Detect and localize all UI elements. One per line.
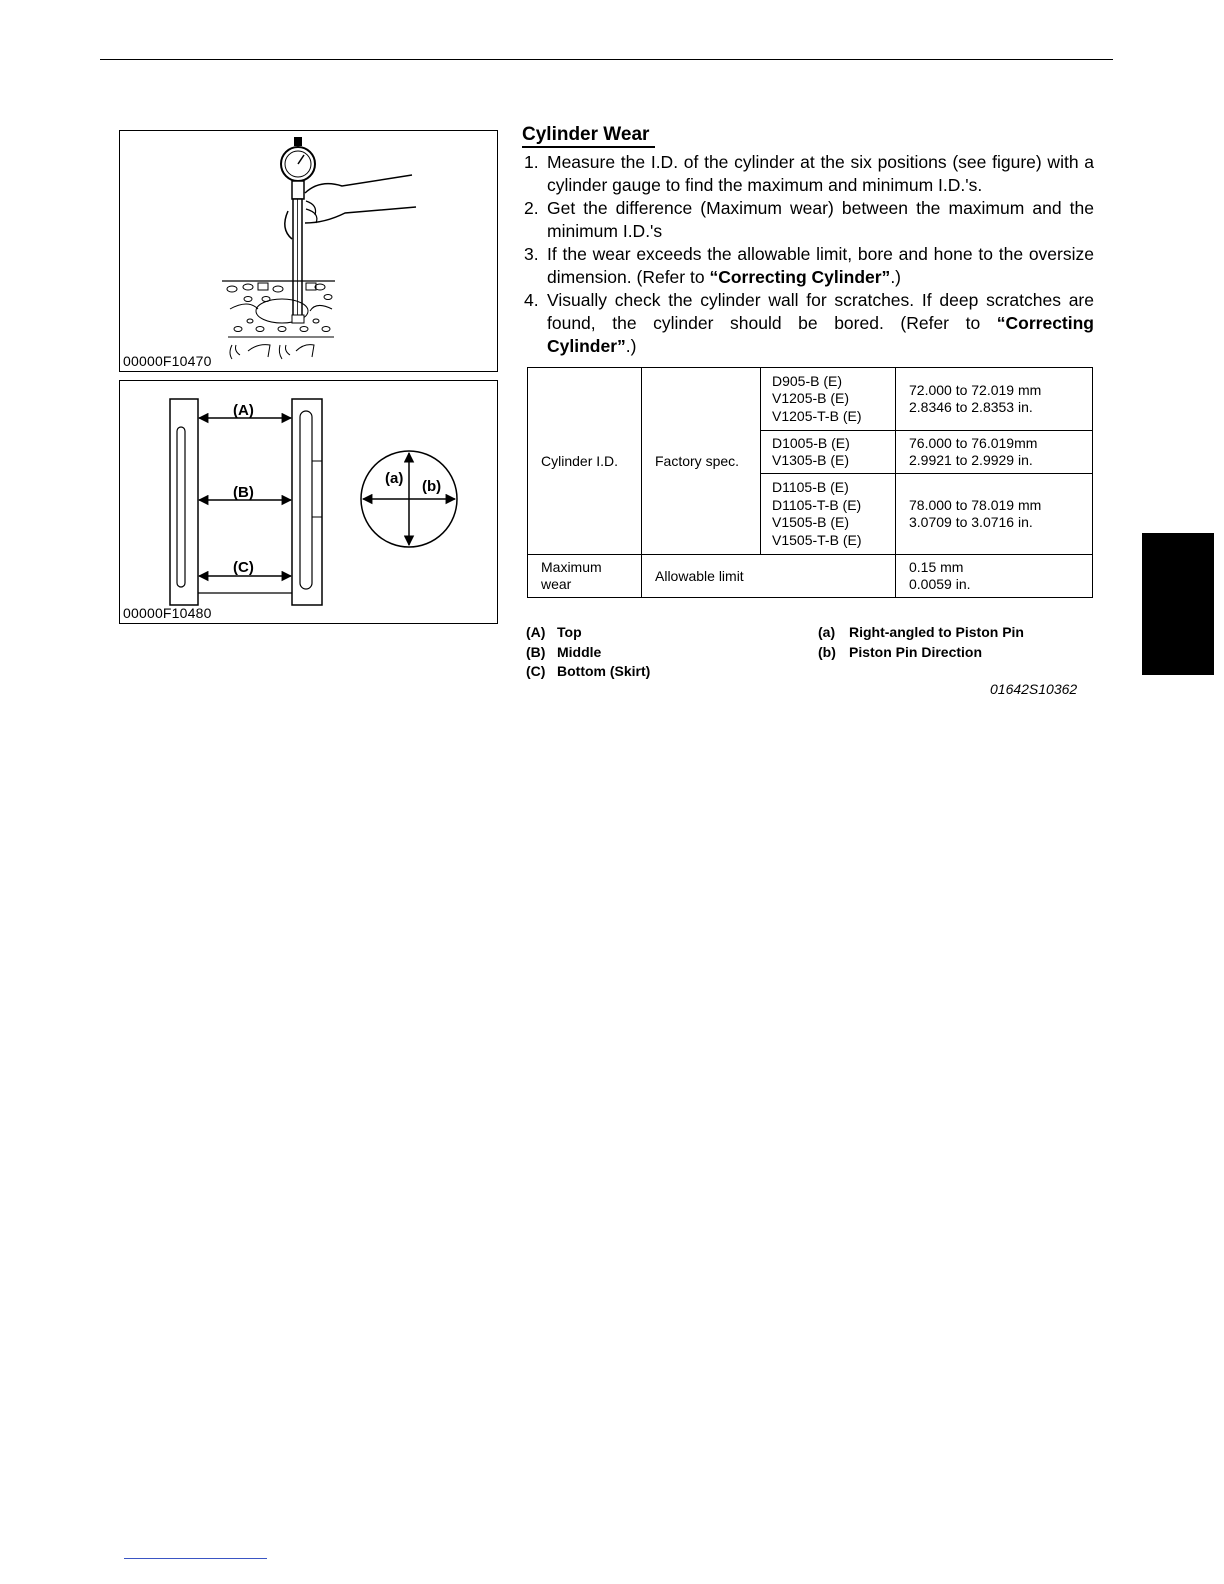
value-cell: 78.000 to 78.019 mm 3.0709 to 3.0716 in. bbox=[896, 474, 1093, 555]
spec-table bbox=[527, 367, 1093, 598]
wear-type-cell: Allowable limit bbox=[642, 555, 896, 598]
legend-item: (A) Top bbox=[526, 624, 582, 640]
label-top: (A) bbox=[233, 402, 254, 419]
spec-type-cell: Factory spec. bbox=[642, 368, 761, 555]
legend-item: (a) Right-angled to Piston Pin bbox=[818, 624, 1024, 640]
value-cell: 72.000 to 72.019 mm 2.8346 to 2.8353 in. bbox=[896, 368, 1093, 431]
label-b: (b) bbox=[422, 478, 442, 495]
measuring-positions-figure bbox=[119, 380, 498, 624]
header-rule bbox=[100, 59, 1113, 60]
models-cell: D905-B (E) V1205-B (E) V1205-T-B (E) bbox=[761, 368, 896, 431]
label-a: (a) bbox=[385, 470, 404, 487]
reference-link: “Correcting Cylinder” bbox=[709, 267, 891, 287]
legend-positions bbox=[526, 623, 650, 682]
cylinder-gauge-illustration bbox=[120, 131, 497, 371]
wear-item-cell: Maximum wear bbox=[528, 555, 642, 598]
item-cell: Cylinder I.D. bbox=[528, 368, 642, 555]
figure-code: 00000F10480 bbox=[123, 605, 212, 621]
legend-directions bbox=[818, 623, 1024, 662]
section-tab-marker bbox=[1142, 533, 1214, 675]
figure-code: 00000F10470 bbox=[123, 353, 212, 369]
wear-value-cell: 0.15 mm 0.0059 in. bbox=[896, 555, 1093, 598]
measuring-positions-diagram bbox=[120, 381, 497, 623]
models-cell: D1005-B (E) V1305-B (E) bbox=[761, 431, 896, 474]
document-code: 01642S10362 bbox=[990, 681, 1078, 697]
models-cell: D1105-B (E) D1105-T-B (E) V1505-B (E) V1505-T-B (E) bbox=[761, 474, 896, 555]
step: 4. Visually check the cylinder wall for scratches. If deep scratches are found, the cylinder should be bored. (Refer to “Correcting Cylinder”.) bbox=[524, 290, 1094, 356]
table-row bbox=[528, 555, 1093, 598]
step: 1. Measure the I.D. of the cylinder at the six positions (see figure) with a cylinder gauge to find the maximum and minimum I.D.'s. bbox=[524, 152, 1094, 195]
footer-line bbox=[124, 1558, 267, 1559]
legend-item: (C) Bottom (Skirt) bbox=[526, 663, 651, 679]
step: 2. Get the difference (Maximum wear) between the maximum and the minimum I.D.'s bbox=[524, 198, 1094, 241]
legend-item: (b) Piston Pin Direction bbox=[818, 643, 983, 660]
procedure-steps bbox=[522, 151, 1094, 358]
reference-link: “Correcting Cylinder” bbox=[547, 313, 1094, 356]
step: 3. If the wear exceeds the allowable limit, bore and hone to the oversize dimension. (Refer to “Correcting Cylinder”.) bbox=[524, 244, 1094, 287]
section-title: Cylinder Wear bbox=[522, 124, 655, 148]
cylinder-wear-section bbox=[522, 124, 1094, 358]
label-bottom: (C) bbox=[233, 559, 254, 576]
legend-item: (B) Middle bbox=[526, 643, 602, 660]
table-row bbox=[528, 368, 1093, 431]
cylinder-gauge-figure bbox=[119, 130, 498, 372]
label-middle: (B) bbox=[233, 484, 254, 501]
value-cell: 76.000 to 76.019mm 2.9921 to 2.9929 in. bbox=[896, 431, 1093, 474]
